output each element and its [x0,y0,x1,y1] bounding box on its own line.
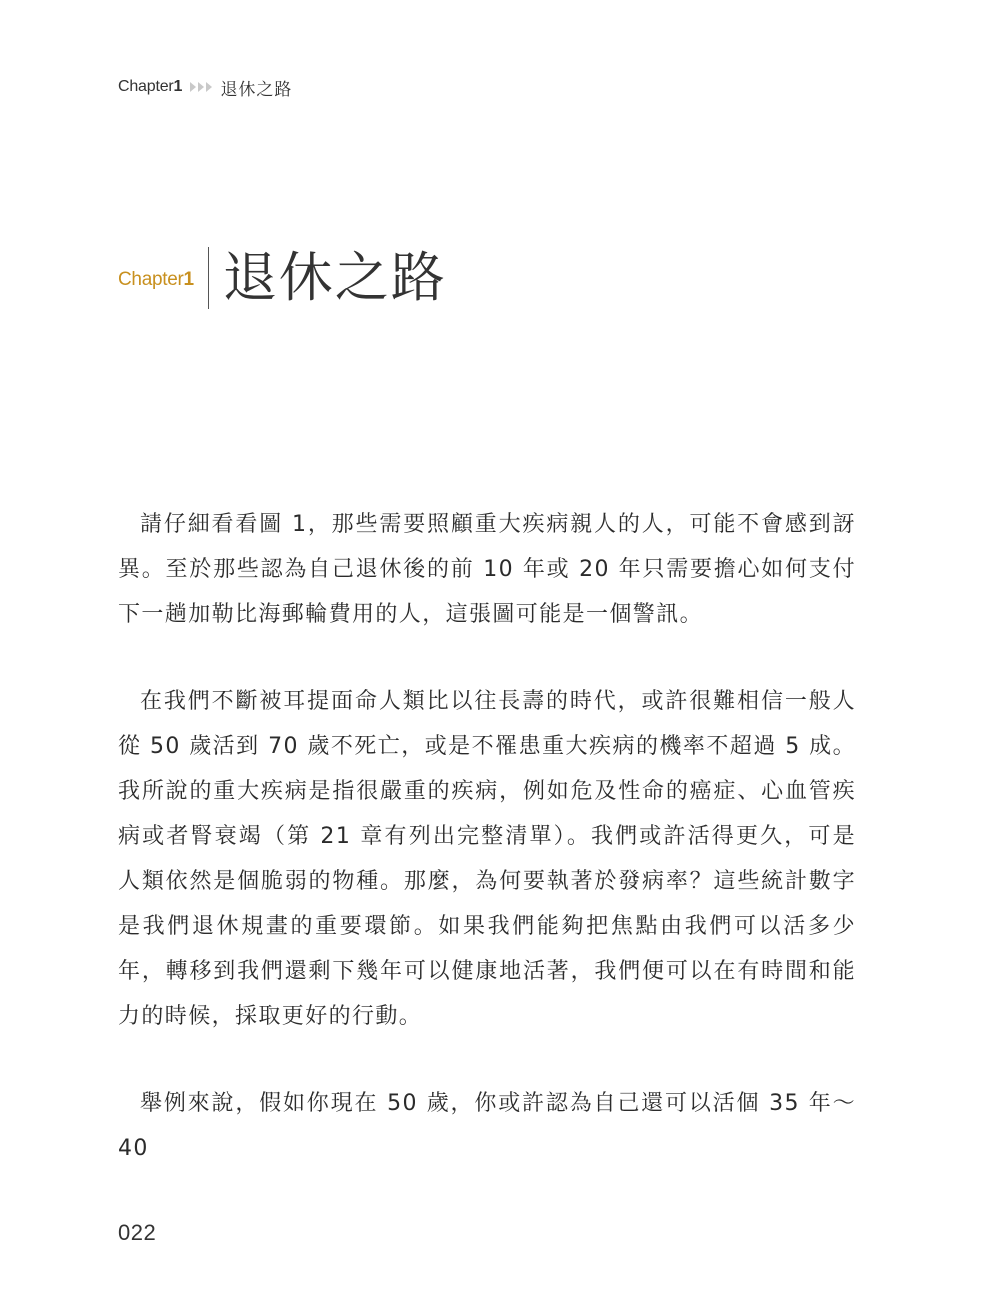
paragraph-2: 在我們不斷被耳提面命人類比以往長壽的時代，或許很難相信一般人從 50 歲活到 70 歲不死亡，或是不罹患重大疾病的機率不超過 5 成。我所說的重大疾病是指很嚴重的疾病，例如危及性命的癌症、心血管疾病或者腎衰竭（第 21 章有列出完整清單）。我們或許活得更久，可是人類依然是個脆弱的物種。那麼，為何要執著於發病率？這些統計數字是我們退休規畫的重要環節。如果我們能夠把焦點由我們可以活多少年，轉移到我們還剩下幾年可以健康地活著，我們便可以在有時間和能力的時候，採取更好的行動。 [118,689,856,1029]
running-header-title: 退休之路 [220,79,293,100]
chapter-label-number: 1 [183,269,194,290]
chapter-divider [208,247,209,309]
page-number: 022 [118,1220,157,1245]
running-header [118,74,292,100]
chapter-label-word: Chapter [118,269,184,290]
running-header-chapter-number: 1 [173,78,183,95]
chapter-heading [118,246,447,310]
chapter-label [118,269,194,291]
paragraph-1: 請仔細看看圖 1，那些需要照顧重大疾病親人的人，可能不會感到訝異。至於那些認為自己退休後的前 10 年或 20 年只需要擔心如何支付下一趟加勒比海郵輪費用的人，這張圖可能是一個警訊。 [118,512,856,627]
triple-arrow-icon [190,82,212,92]
chapter-title: 退休之路 [222,246,447,309]
body-text [118,502,856,1213]
running-header-chapter-word: Chapter [118,78,174,95]
paragraph-3: 舉例來說，假如你現在 50 歲，你或許認為自己還可以活個 35 年～ 40 [118,1091,856,1161]
